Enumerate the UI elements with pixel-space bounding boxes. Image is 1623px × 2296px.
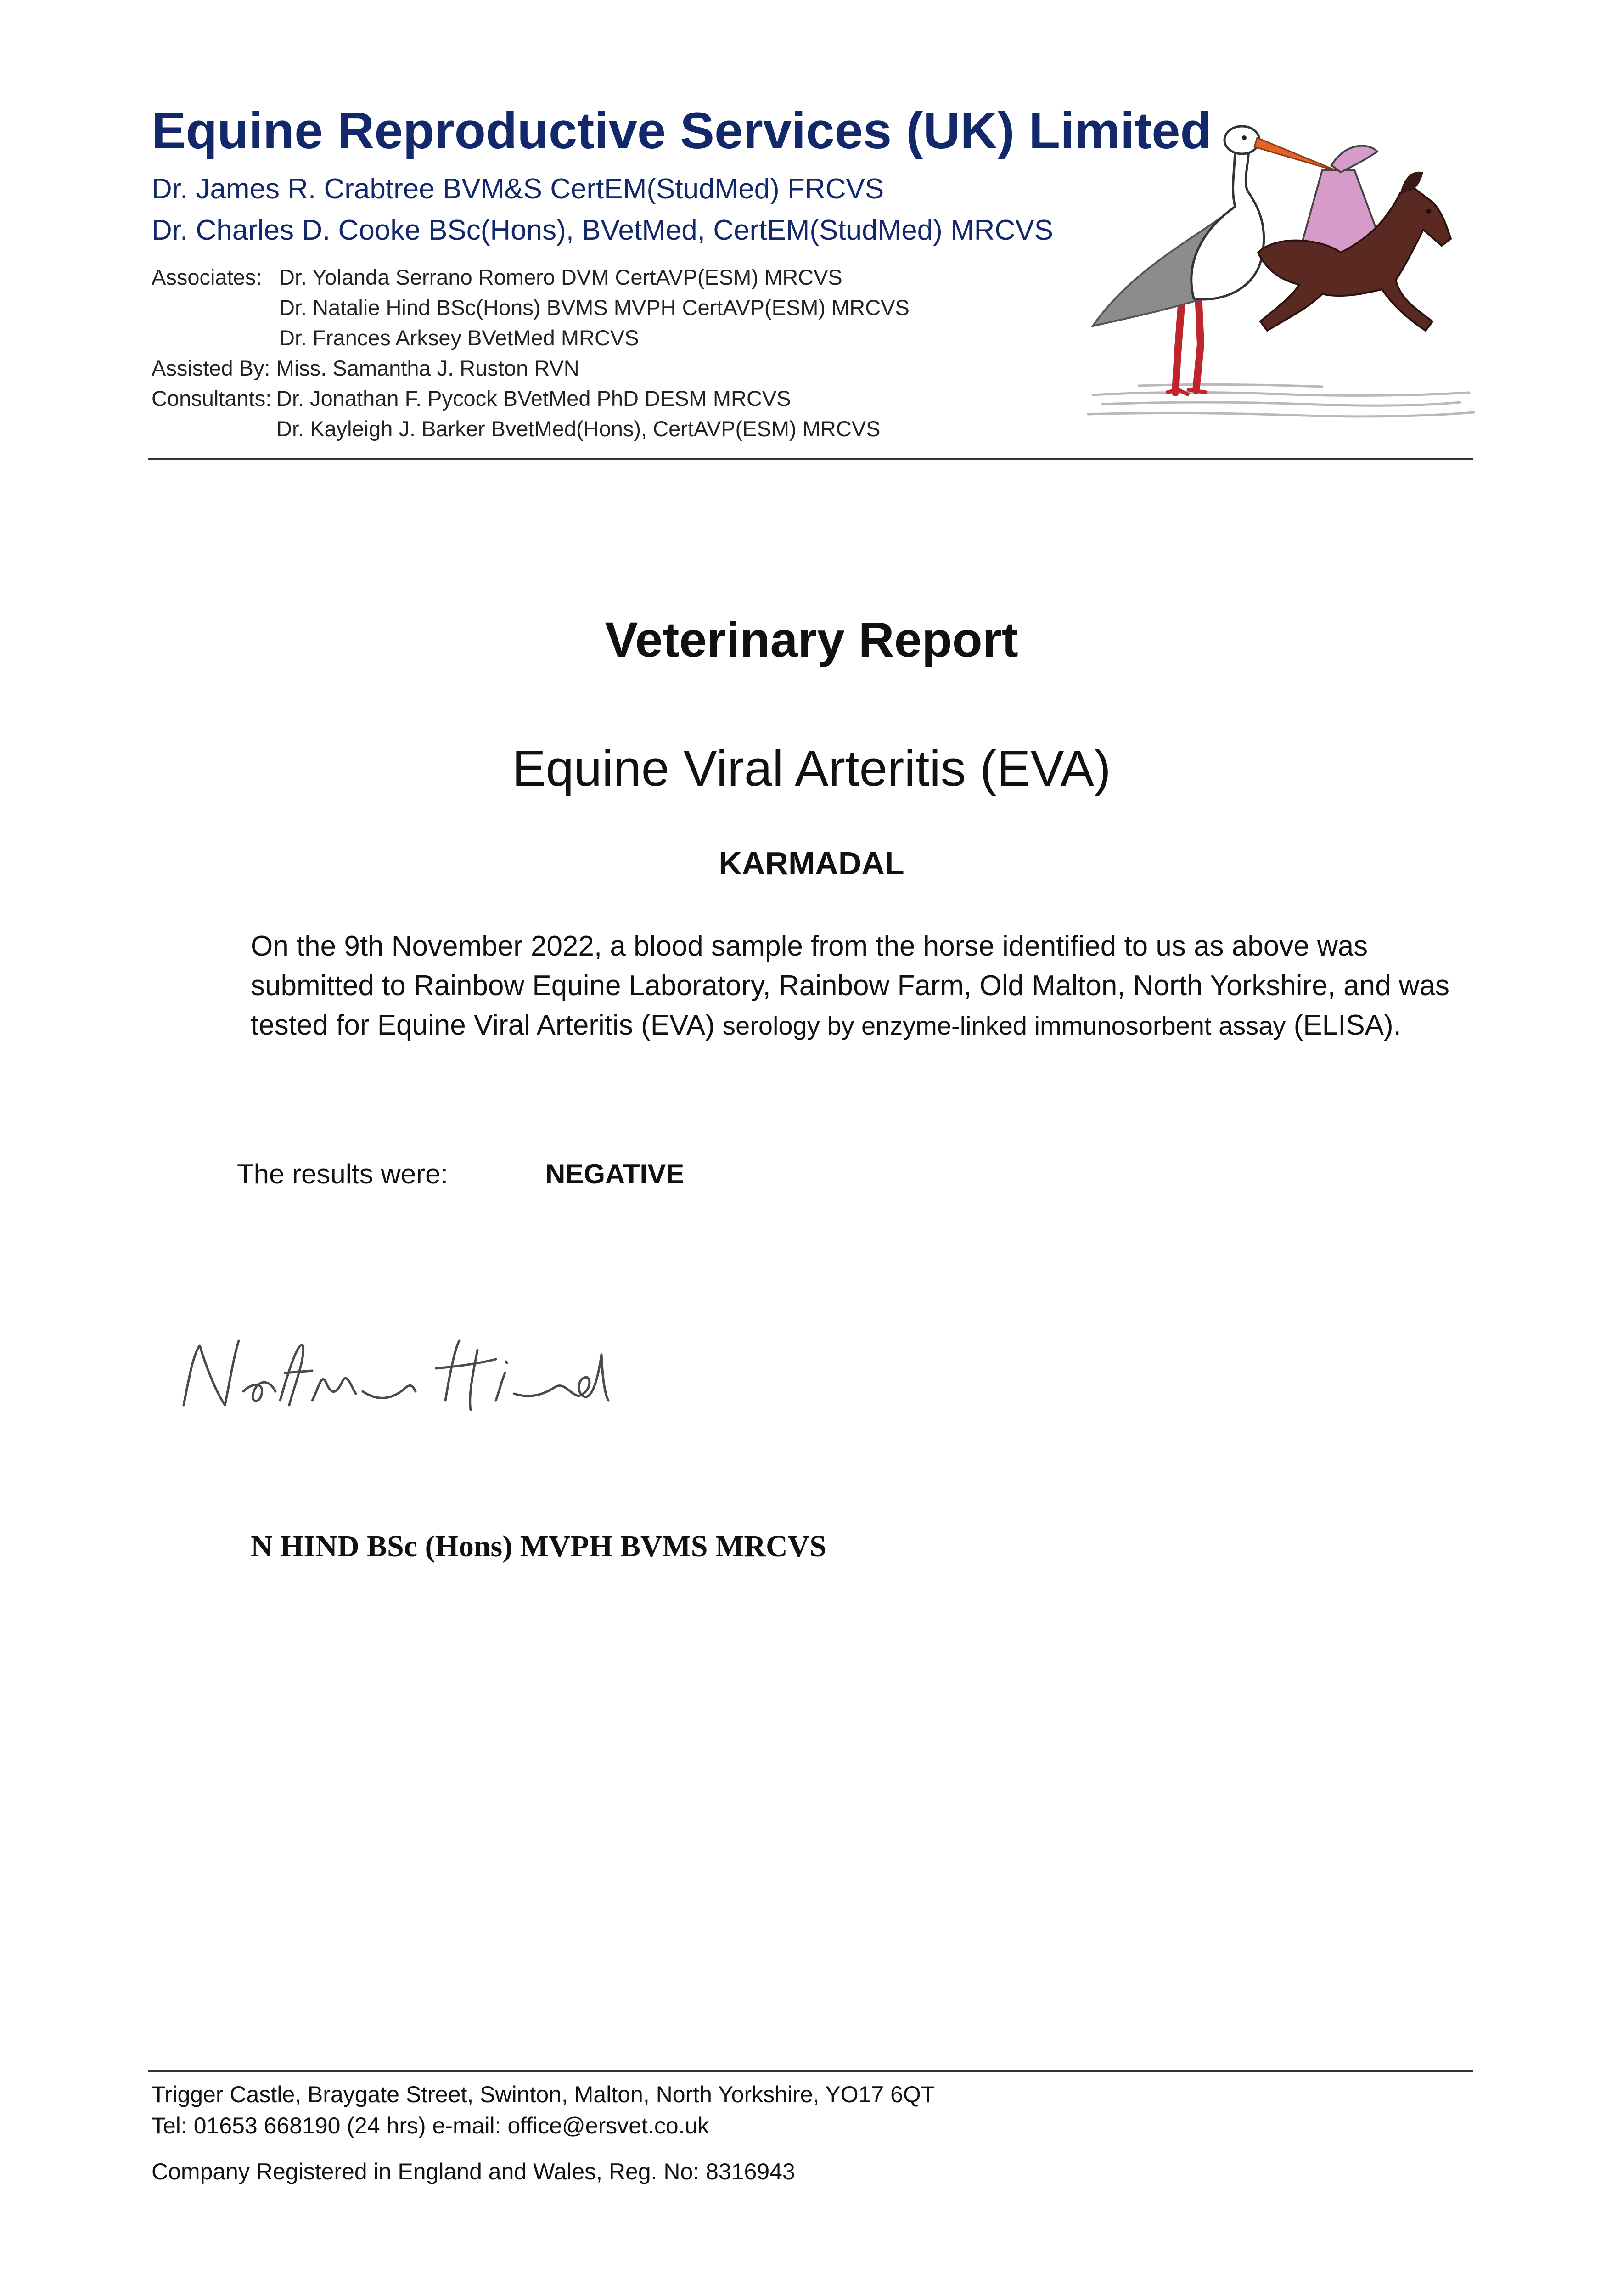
report-subtitle: Equine Viral Arteritis (EVA) (512, 740, 1111, 797)
report-title: Veterinary Report (605, 612, 1018, 667)
consultant-line: Dr. Kayleigh J. Barker BvetMed(Hons), CertAVP(ESM) MRCVS (276, 416, 881, 441)
associate-line: Dr. Natalie Hind BSc(Hons) BVMS MVPH CertAVP(ESM) MRCVS (279, 295, 910, 320)
assisted-by-line: Assisted By: Miss. Samantha J. Ruston RVN (152, 356, 579, 380)
footer-registration: Company Registered in England and Wales, Reg. No: 8316943 (152, 2159, 795, 2184)
report-paragraph-assay: serology by enzyme-linked immunosorbent assay (723, 1011, 1286, 1040)
associates-label: Associates: (152, 265, 262, 289)
partner-line: Dr. James R. Crabtree BVM&S CertEM(StudMed) FRCVS (152, 173, 884, 205)
company-name: Equine Reproductive Services (UK) Limited (152, 102, 1212, 159)
partner-line: Dr. Charles D. Cooke BSc(Hons), BVetMed, CertEM(StudMed) MRCVS (152, 214, 1053, 246)
report-paragraph (251, 927, 1481, 1046)
header-divider (148, 458, 1473, 460)
report-paragraph-end: (ELISA). (1293, 1009, 1401, 1041)
handwritten-signature (174, 1313, 725, 1451)
consultants-label: Consultants: (152, 386, 272, 411)
horse-name: KARMADAL (719, 845, 904, 881)
results-label: The results were: (237, 1159, 449, 1189)
associate-line: Dr. Yolanda Serrano Romero DVM CertAVP(ESM) MRCVS (279, 265, 842, 289)
stork-foal-logo (1084, 115, 1478, 436)
associate-line: Dr. Frances Arksey BVetMed MRCVS (279, 326, 639, 350)
footer-address: Trigger Castle, Braygate Street, Swinton, Malton, North Yorkshire, YO17 6QT (152, 2082, 935, 2107)
signatory-name: N HIND BSc (Hons) MVPH BVMS MRCVS (251, 1530, 826, 1563)
results-value: NEGATIVE (545, 1159, 685, 1189)
report-paragraph-main: On the 9th November 2022, a blood sample from the horse identified to us as above was submitted to Rainbow Equine Laboratory, Rainbow Farm, Old Malton, North Yorkshire, and was tested for Equine Viral Arteritis (EVA) (251, 930, 1450, 1041)
footer-divider (148, 2070, 1473, 2072)
consultant-line: Dr. Jonathan F. Pycock BVetMed PhD DESM MRCVS (276, 386, 791, 411)
footer-contact: Tel: 01653 668190 (24 hrs) e-mail: office@ersvet.co.uk (152, 2113, 709, 2138)
